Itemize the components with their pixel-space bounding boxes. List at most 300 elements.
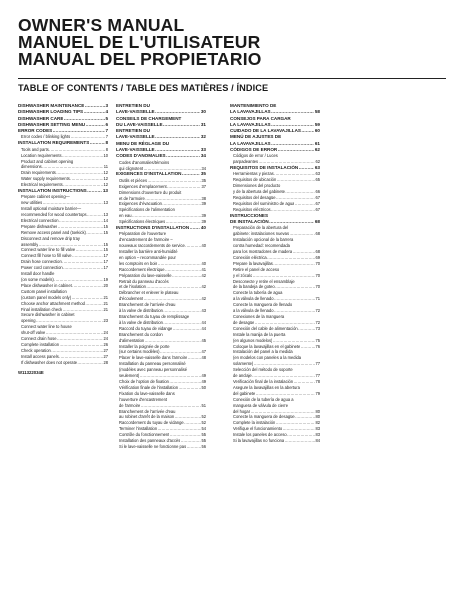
toc-entry-label: de la bandeja de goteo: [233, 284, 275, 290]
toc-entry-label: INSTALLATION REQUIREMENTS: [18, 140, 90, 146]
toc-entry-label: Si le lave-vaisselle ne fonctionne pas: [119, 443, 187, 449]
toc-entry-label: Error codes / blinking lights: [21, 134, 71, 140]
toc-page-number: 79: [315, 390, 320, 396]
toc-entry-label: Install access panels: [21, 353, 59, 359]
toc-entry-label: LA LAVAVAJILLAS: [230, 121, 271, 127]
dot-leader: [62, 153, 103, 159]
toc-page-number: 43: [201, 308, 206, 314]
toc-entry-label: d'écoulement: [119, 296, 144, 302]
toc-page-number: 69: [315, 254, 320, 260]
toc-entry-line: Conexiones de la manguera: [233, 314, 285, 320]
toc-entry-label: DISHWASHER MAINTENANCE: [18, 103, 85, 108]
toc-page-number: 24: [103, 330, 108, 336]
toc-entry-line: l'ouverture d'encastrement: [119, 396, 167, 402]
toc-entry-label: opening: [21, 318, 36, 324]
dot-leader: [166, 153, 200, 159]
toc-page-number: 72: [315, 319, 320, 325]
toc-page-number: 3: [105, 103, 108, 108]
toc-page-number: 10: [103, 152, 108, 158]
toc-page-number: 30: [200, 109, 206, 115]
dot-leader: [188, 355, 201, 361]
toc-entry-label: Prepare dishwasher: [21, 223, 58, 229]
toc-page-number: 44: [201, 319, 206, 325]
toc-entry: [116, 403, 206, 409]
dot-leader: [298, 326, 315, 332]
toc-page-number: 67: [315, 201, 320, 207]
toc-entry-label: Préparation du lave-vaisselle: [119, 272, 172, 278]
toc-entry-line: (en modelos con paneles a la medida: [233, 355, 302, 361]
toc-page-number: 23: [103, 318, 108, 324]
dot-leader: [77, 360, 102, 366]
toc-page-number: 73: [315, 325, 320, 331]
toc-entry-label: Requisitos del desagüe: [233, 195, 276, 201]
toc-entry-label: Choix de l'option de fixation: [119, 378, 169, 384]
toc-entry-line: Fixation du lave-vaisselle dans: [119, 390, 175, 396]
toc-page-number: 51: [201, 402, 206, 408]
toc-entry-label: Raccordement électrique: [119, 266, 165, 272]
toc-page-number: 62: [314, 147, 320, 153]
toc-page-number: 42: [201, 296, 206, 302]
toc-entry-label: Terminer l'installation: [119, 426, 158, 432]
toc-entry-label: et de l'armoire: [119, 195, 145, 201]
toc-entry-label: (en algunos modelos): [233, 337, 273, 343]
toc-entry-label: Power cord connection: [21, 265, 63, 271]
toc-entry-label: a la válvula de llenado: [233, 296, 274, 302]
toc-entry-label: del hogar: [233, 408, 251, 414]
toc-section-entry: [116, 109, 206, 115]
toc-entry-label: new utilities: [21, 200, 43, 206]
toc-page-number: 55: [201, 438, 206, 444]
toc-page-number: 68: [315, 249, 320, 255]
toc-page-number: 58: [314, 109, 320, 115]
toc-entry-label: Complete installation: [21, 341, 60, 347]
toc-page-number: 5: [105, 115, 108, 121]
toc-entry-label: dimensions: [21, 164, 42, 170]
toc-page-number: 65: [315, 177, 320, 183]
toc-entry-line: Desconecte y retire el ensamblaje: [233, 278, 295, 284]
toc-entry-label: If dishwasher does not operate: [21, 359, 77, 365]
toc-entry: [116, 338, 206, 344]
toc-entry-label: Electrical requirements: [21, 182, 63, 188]
toc-page-number: 60: [314, 128, 320, 134]
toc-entry-line: contra humedad: recomendada: [233, 243, 290, 249]
toc-entry-line: Preparación de la abertura del: [233, 225, 289, 231]
toc-page-number: 32: [200, 134, 206, 140]
toc-page-number: 42: [201, 272, 206, 278]
toc-page-number: 63: [314, 165, 320, 171]
toc-page-number: 17: [103, 259, 108, 265]
toc-entry-label: Outils et pièces: [119, 177, 147, 183]
toc-entry-line: Conexión de la tubería de agua a: [233, 396, 294, 402]
toc-entry-label: de anclaje: [233, 373, 252, 379]
toc-page-number: 15: [103, 223, 108, 229]
dot-leader: [271, 207, 315, 213]
toc-section-heading: MANTENIMIENTO DE: [230, 103, 277, 108]
toc-column-french: [116, 103, 206, 450]
toc-page-number: 17: [103, 265, 108, 271]
toc-page-number: 39: [201, 219, 206, 225]
toc-entry-line: Product and cabinet opening: [21, 158, 74, 164]
part-number: W11322034E: [18, 370, 44, 375]
toc-page-number: 55: [201, 432, 206, 438]
toc-entry-label: à la valve de distribution: [119, 308, 163, 314]
toc-entry-label: DISHWASHER CARE: [18, 115, 64, 121]
toc-page-number: 44: [201, 325, 206, 331]
toc-page-number: 70: [315, 284, 320, 290]
toc-page-number: 40: [201, 260, 206, 266]
toc-page-number: 63: [315, 171, 320, 177]
toc-entry: [230, 391, 320, 397]
toc-entry-label: assembly: [21, 241, 39, 247]
toc-page-number: 77: [315, 373, 320, 379]
toc-entry-label: Vérification finale de l'installation: [119, 384, 179, 390]
toc-page-number: 47: [201, 349, 206, 355]
toc-entry: [230, 438, 320, 444]
toc-entry-line: Códigos de error / Luces: [233, 153, 278, 159]
toc-page-number: 56: [201, 443, 206, 449]
toc-entry-label: a la válvula de llenado: [233, 308, 274, 314]
toc-entry-line: Installation du panneau personnalisé: [119, 361, 186, 367]
toc-entry-label: para los mostradores de madera: [233, 249, 293, 255]
toc-page-number: 11: [103, 164, 108, 170]
toc-page-number: 67: [315, 206, 320, 212]
toc-entry: [18, 360, 108, 366]
toc-page-number: 62: [315, 159, 320, 165]
toc-entry: [230, 326, 320, 332]
toc-page-number: 27: [103, 347, 108, 353]
toc-page-number: 77: [315, 361, 320, 367]
dot-leader: [301, 128, 314, 134]
toc-entry-label: (on some models): [21, 277, 54, 283]
toc-page-number: 71: [315, 296, 320, 302]
toc-entry-label: Installation des panneaux d'accès: [119, 438, 181, 444]
toc-entry-label: y de la abertura del gabinete: [233, 189, 285, 195]
toc-entry-line: Install optional moisture barrier—: [21, 206, 82, 212]
toc-page-number: 27: [103, 353, 108, 359]
toc-entry-label: y el zócalo: [233, 272, 253, 278]
toc-page-number: 61: [314, 140, 320, 146]
toc-entry-label: Exigences d'emplacement: [119, 183, 167, 189]
toc-page-number: 39: [201, 201, 206, 207]
dot-leader: [155, 134, 200, 140]
dot-leader: [63, 265, 103, 271]
toc-page-number: 7: [105, 134, 108, 140]
toc-entry: [116, 184, 206, 190]
toc-entry-label: Contrôle du fonctionnement: [119, 432, 170, 438]
toc-section-heading: INSTRUCCIONES: [230, 212, 269, 218]
toc-page-number: 34: [200, 153, 206, 159]
toc-entry-label: Final installation check: [21, 306, 63, 312]
toc-page-number: 45: [201, 337, 206, 343]
toc-page-number: 13: [102, 188, 108, 194]
toc-page-number: 78: [315, 378, 320, 384]
toc-entry-line: Branchement de l'arrivée d'eau: [119, 408, 176, 414]
toc-section-heading: MENÚ DE AJUSTES DE: [230, 134, 282, 140]
toc-page-number: 31: [200, 121, 206, 127]
toc-entry-label: en eau: [119, 213, 132, 219]
toc-entry-label: Coloque la lavavajillas en el gabinete: [233, 343, 301, 349]
toc-section-heading: CONSEJOS PARA CARGAR: [230, 115, 291, 121]
toc-entry-line: Branchement du cordon: [119, 331, 163, 337]
toc-entry-label: les comptoirs en bois: [119, 260, 158, 266]
toc-entry-label: seulement): [119, 373, 140, 379]
toc-entry-line: Conecte la manguera de llenado: [233, 302, 293, 308]
toc-page-number: 17: [103, 253, 108, 259]
toc-entry-label: solamente): [233, 361, 254, 367]
toc-entry-label: Electrical connection: [21, 217, 59, 223]
toc-entry-label: shut-off valve: [21, 330, 46, 336]
toc-page-number: 52: [201, 414, 206, 420]
toc-page-number: 67: [315, 195, 320, 201]
dot-leader: [301, 344, 315, 350]
toc-entry-line: Codes d'anomalies/témoins: [119, 159, 170, 165]
toc-entry: [230, 261, 320, 267]
toc-entry-label: Si la lavavajillas no funciona: [233, 438, 285, 444]
toc-entry-label: recommended for wood countertops: [21, 212, 87, 218]
toc-page-number: 49: [201, 373, 206, 379]
dot-leader: [87, 188, 102, 194]
toc-entry-label: Remove access panel and (toekick): [21, 229, 86, 235]
toc-entry: [230, 207, 320, 213]
toc-entry-line: en option – recommandée pour: [119, 254, 176, 260]
toc-entry-label: LAVE-VAISSELLE: [116, 134, 155, 140]
toc-column-spanish: [230, 103, 320, 444]
dot-leader: [72, 283, 103, 289]
toc-page-number: 70: [315, 272, 320, 278]
toc-entry-line: Préparation de l'ouverture: [119, 231, 166, 237]
dot-leader: [290, 231, 315, 237]
toc-page-number: 68: [314, 219, 320, 225]
toc-entry: [116, 326, 206, 332]
toc-entry: [116, 385, 206, 391]
toc-page-number: 42: [201, 284, 206, 290]
toc-page-number: 48: [201, 355, 206, 361]
toc-entry-label: LA LAVAVAJILLAS: [230, 109, 271, 115]
toc-entry-line: Install door handle: [21, 271, 55, 277]
toc-page-number: 34: [201, 165, 206, 171]
toc-entry-line: Instale la manija de la puerta: [233, 331, 286, 337]
toc-section-heading: ENTRETIEN DU: [116, 103, 150, 108]
toc-entry-label: LAVE-VAISSELLE: [116, 147, 155, 153]
toc-entry-label: Choose anchor attachment method: [21, 300, 85, 306]
toc-page-number: 13: [103, 212, 108, 218]
toc-entry-line: Spécifications de l'alimentation: [119, 207, 175, 213]
toc-entry-label: Check operation: [21, 347, 51, 353]
toc-entry-label: Raccordement du tuyau de vidange: [119, 420, 184, 426]
toc-page-number: 8: [105, 146, 108, 152]
dot-leader: [163, 122, 200, 128]
title-french: MANUEL DE L'UTILISATEUR: [18, 32, 261, 52]
dot-leader: [187, 444, 201, 450]
toc-entry-label: CÓDIGOS DE ERROR: [230, 147, 278, 153]
toc-page-number: 21: [103, 306, 108, 312]
dot-leader: [141, 403, 201, 409]
toc-entry-label: Requisitos de ubicación: [233, 177, 277, 183]
toc-entry-label: Drain hose connection: [21, 259, 62, 265]
toc-entry-label: DE INSTALACIÓN: [230, 219, 269, 225]
toc-entry-label: Location requirements: [21, 152, 62, 158]
toc-page-number: 40: [201, 243, 206, 249]
toc-entry-label: DISHWASHER SETTING MENU: [18, 121, 86, 127]
toc-section-entry: [116, 153, 206, 159]
toc-entry-label: LA LAVAVAJILLAS: [230, 140, 271, 146]
toc-entry-label: à la valve de distribution: [119, 319, 163, 325]
dot-leader: [179, 385, 201, 391]
toc-page-number: 52: [201, 420, 206, 426]
toc-entry-label: de l'armoire: [119, 402, 141, 408]
toc-entry-line: Secure dishwasher in cabinet: [21, 312, 75, 318]
toc-page-number: 4: [105, 109, 108, 115]
toc-column-english: [18, 103, 108, 366]
toc-page-number: 80: [315, 408, 320, 414]
toc-entry-line: Branchement de l'arrivée d'eau: [119, 302, 176, 308]
toc-entry-label: Herramientas y piezas: [233, 171, 274, 177]
toc-page-number: 21: [103, 300, 108, 306]
toc-entry-line: Asegure la lavavajillas en la abertura: [233, 384, 300, 390]
toc-page-number: 82: [315, 420, 320, 426]
toc-entry-label: Connect drain hose: [21, 336, 57, 342]
toc-page-number: 40: [200, 225, 206, 231]
toc-entry-label: del gabinete: [233, 390, 256, 396]
toc-entry-label: de desagüe: [233, 319, 255, 325]
toc-page-number: 6: [105, 121, 108, 127]
divider: [18, 78, 446, 79]
dot-leader: [278, 147, 315, 153]
title-english: OWNER'S MANUAL: [18, 15, 185, 35]
toc-page-number: 66: [315, 189, 320, 195]
toc-entry-label: LAVE-VAISSELLE: [116, 109, 155, 115]
toc-entry-label: Conexión eléctrica: [233, 254, 267, 260]
toc-entry-label: d'alimentation: [119, 337, 145, 343]
toc-page-number: 76: [315, 343, 320, 349]
toc-entry: [116, 444, 206, 450]
toc-entry-line: d'encastrement de l'armoire –: [119, 237, 173, 243]
toc-page-number: 35: [200, 171, 206, 177]
toc-page-number: 13: [103, 200, 108, 206]
toc-entry-label: Complete la instalación: [233, 420, 276, 426]
toc-entry-label: Raccord du tuyau de vidange: [119, 325, 173, 331]
toc-entry-line: Débrancher et enlever le plateau: [119, 290, 179, 296]
toc-entry-label: Drain requirements: [21, 170, 56, 176]
toc-page-number: 38: [201, 195, 206, 201]
toc-page-number: 39: [201, 213, 206, 219]
toc-entry-line: Retire el panel de acceso: [233, 266, 280, 272]
toc-entry-label: DISHWASHER LOADING TIPS: [18, 109, 84, 115]
toc-page-number: 84: [315, 438, 320, 444]
toc-entry-label: Connect fill hose to fill valve: [21, 253, 72, 259]
toc-page-number: 68: [315, 231, 320, 237]
toc-page-number: 15: [103, 247, 108, 253]
toc-entry-label: INSTALLATION INSTRUCTIONS: [18, 188, 87, 194]
toc-entry-line: Retrait du panneau d'accès: [119, 278, 169, 284]
toc-page-number: 59: [314, 121, 320, 127]
toc-entry-line: Dimensions d'ouverture du produit: [119, 189, 182, 195]
dot-leader: [256, 391, 315, 397]
toc-page-number: 14: [103, 217, 108, 223]
toc-entry-line: Connect water line to house: [21, 324, 72, 330]
toc-page-number: 8: [105, 140, 108, 146]
toc-page-number: 33: [200, 147, 206, 153]
toc-entry-line: Conecte la tubería de agua: [233, 290, 283, 296]
dot-leader: [271, 109, 314, 115]
toc-page-number: 26: [103, 341, 108, 347]
toc-page-number: 83: [315, 426, 320, 432]
toc-entry-line: Instalación del panel a la medida: [233, 349, 293, 355]
toc-entry-line: (modèles avec panneau personnalisé: [119, 367, 188, 373]
toc-entry-label: (custom panel models only): [21, 294, 72, 300]
toc-entry-line: Installer la poignée de porte: [119, 343, 170, 349]
toc-entry-line: Branchement du tuyau de remplissage: [119, 314, 190, 320]
toc-page-number: 83: [315, 432, 320, 438]
toc-entry-line: Prepare cabinet opening—: [21, 194, 70, 200]
dot-leader: [185, 243, 201, 249]
toc-entry-label: INSTRUCTIONS D'INSTALLATION: [116, 225, 190, 231]
toc-heading: TABLE OF CONTENTS / TABLE DES MATIÈRES / ÍNDICE: [18, 83, 269, 93]
dot-leader: [155, 109, 200, 115]
dot-leader: [285, 438, 315, 444]
title-spanish: MANUAL DEL PROPIETARIO: [18, 49, 262, 69]
toc-entry-label: REQUISITOS DE INSTALACIÓN: [230, 165, 299, 171]
dot-leader: [145, 338, 201, 344]
toc-entry-label: Verificación final de la instalación: [233, 378, 294, 384]
toc-section-entry: [116, 134, 206, 140]
toc-entry-line: Installer la barrière anti-humidité: [119, 249, 178, 255]
toc-page-number: 7: [105, 128, 108, 134]
toc-entry-line: Custom panel installation: [21, 288, 67, 294]
toc-entry-label: qui clignotent: [119, 165, 144, 171]
toc-page-number: 24: [103, 336, 108, 342]
toc-page-number: 19: [103, 277, 108, 283]
toc-page-number: 75: [315, 337, 320, 343]
toc-page-number: 21: [103, 294, 108, 300]
toc-page-number: 80: [315, 414, 320, 420]
toc-page-number: 41: [201, 266, 206, 272]
toc-entry-label: Water supply requirements: [21, 176, 70, 182]
dot-leader: [190, 225, 201, 231]
toc-entry-label: Spécifications électriques: [119, 219, 166, 225]
toc-section-heading: CONSEILS DE CHARGEMENT: [116, 115, 182, 121]
toc-entry-label: Requisitos del suministro de agua: [233, 201, 295, 207]
toc-page-number: 15: [103, 241, 108, 247]
toc-entry-label: parpadeantes: [233, 159, 259, 165]
toc-entry-line: Instalación opcional de la barrera: [233, 237, 294, 243]
toc-entry: [18, 230, 108, 236]
toc-entry-label: Place dishwasher in cabinet: [21, 282, 72, 288]
toc-entry-line: Disconnect and remove drip tray: [21, 235, 80, 241]
dot-leader: [277, 177, 315, 183]
toc-entry-line: manguera de válvula de cierre: [233, 402, 289, 408]
dot-leader: [253, 273, 315, 279]
toc-page-number: 70: [315, 260, 320, 266]
toc-entry-label: Conecte la manguera de desagüe: [233, 414, 295, 420]
toc-entry-label: Prepare la lavavajillas: [233, 260, 273, 266]
dot-leader: [173, 326, 201, 332]
toc-section-entry: [230, 109, 320, 115]
toc-entry-label: au robinet d'arrêt de la maison: [119, 414, 175, 420]
toc-entry-label: DU LAVE-VAISSELLE: [116, 121, 163, 127]
toc-page-number: 50: [201, 384, 206, 390]
toc-page-number: 72: [315, 308, 320, 314]
toc-page-number: 49: [201, 378, 206, 384]
toc-entry: [18, 283, 108, 289]
toc-entry-label: CUIDADO DE LA LAVAVAJILLAS: [230, 128, 301, 134]
toc-entry-label: Connect water line to fill valve: [21, 247, 76, 253]
toc-entry-label: Verifique el funcionamiento: [233, 426, 283, 432]
toc-entry-line: Dimensiones del producto: [233, 183, 281, 189]
toc-entry-label: nouveaux raccordements de service: [119, 243, 185, 249]
toc-page-number: 37: [201, 183, 206, 189]
dot-leader: [273, 261, 315, 267]
